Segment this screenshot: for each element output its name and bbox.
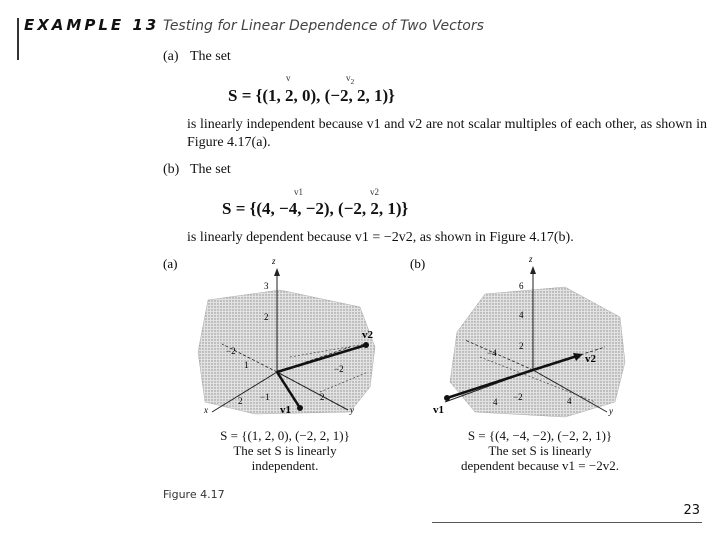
figure-a-shaded-plane [198,290,375,414]
part-a-label: (a) [163,49,179,64]
figure-a-tick-2x: 2 [238,396,243,406]
figure-a-v2-label: v2 [362,329,373,341]
part-a-v1-label: v [286,73,291,83]
figure-a-tick-neg2a: −2 [226,346,236,356]
figure-b-z-label: z [529,254,533,264]
figure-b-tick-2: 2 [519,341,524,351]
figure-b-diagram [405,252,645,432]
part-b-label: (b) [163,162,180,177]
figure-a-v2-endpoint [363,342,369,348]
figure-a-tick-neg1: −1 [260,392,270,402]
part-a-intro: The set [190,49,231,64]
figure-a-diagram [160,252,400,432]
page-number: 23 [683,503,700,518]
figure-caption: Figure 4.17 [163,488,225,501]
figure-a-tick-2: 2 [264,312,269,322]
figure-a-x-label: x [204,405,208,415]
figure-a-caption-text-1: The set S is linearly [233,443,337,458]
figure-b-tick-4: 4 [519,310,524,320]
figure-a-v1-endpoint [297,405,303,411]
figure-b-caption [440,428,640,473]
figure-b-y-label: y [609,406,613,416]
part-b-v2-label: v2 [370,187,379,197]
figure-a-y-label: y [350,405,354,415]
figure-b-shaded-plane [450,287,625,417]
figure-a-z-label: z [272,256,276,266]
part-b-equation: S = {(4, −4, −2), (−2, 2, 1)} [222,199,409,218]
part-a-equation: S = {(1, 2, 0), (−2, 2, 1)} [228,86,395,105]
figure-b-panel-label: (b) [410,256,426,271]
part-b-v1-label: v1 [294,187,303,197]
figure-b-tick-neg2: −2 [513,392,523,402]
figure-a-v1-label: v1 [280,404,291,416]
example-title: EXAMPLE 13 [24,16,160,34]
part-a-v2-label: $v_2$ [346,73,355,86]
figure-a-panel-label: (a) [163,256,178,271]
figure-b-z-arrow [530,266,536,274]
figure-b-tick-4x: 4 [493,397,498,407]
part-a-explanation: is linearly independent because v1 and v2 are not scalar multiples of each other, as shown in Figure 4.17(a). [187,117,707,150]
footer-rule [432,522,702,523]
figure-a-tick-3: 3 [264,281,269,291]
figure-a-caption [195,428,375,473]
figure-a-caption-equation: S = {(1, 2, 0), (−2, 2, 1)} [220,428,350,443]
figure-b-tick-4y: 4 [567,396,572,406]
figure-b-v2-label: v2 [585,353,596,365]
figure-a-tick-neg2b: −2 [334,364,344,374]
margin-rule [17,18,19,60]
figure-a-z-arrow [274,268,280,276]
figure-a-tick-2y: 2 [320,392,325,402]
figure-b-caption-text-1: The set S is linearly [488,443,592,458]
part-b-explanation: is linearly dependent because v1 = −2v2, as shown in Figure 4.17(b). [187,230,574,245]
example-subtitle: Testing for Linear Dependence of Two Vectors [163,18,484,34]
figure-b-caption-text-2: dependent because v1 = −2v2. [461,458,619,473]
figure-b-caption-equation: S = {(4, −4, −2), (−2, 2, 1)} [467,428,613,443]
figure-a-caption-text-2: independent. [251,458,319,473]
figure-b-v1-endpoint [444,395,450,401]
figure-b-v1-label: v1 [433,404,444,416]
figure-a-tick-1: 1 [244,360,249,370]
figure-b-tick-neg4: −4 [487,348,497,358]
figure-b-tick-6: 6 [519,281,524,291]
part-b-intro: The set [190,162,231,177]
